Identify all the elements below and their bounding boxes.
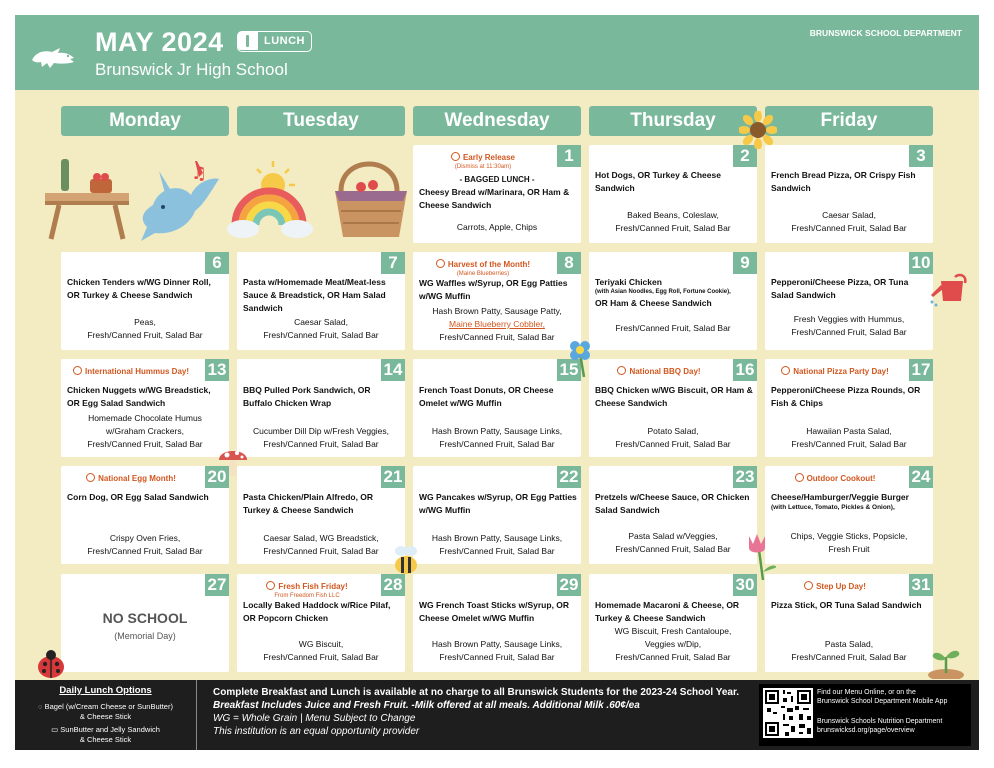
day-cell-6 xyxy=(61,252,229,350)
entree: Locally Baked Haddock w/Rice Pilaf, OR Popcorn Chicken xyxy=(243,600,391,623)
day-number: 15 xyxy=(557,359,581,381)
day-cell-10 xyxy=(765,252,933,350)
entree: Teriyaki Chicken xyxy=(595,277,662,287)
day-cell-29 xyxy=(413,574,581,672)
qr-code-icon[interactable] xyxy=(763,688,813,738)
day-number: 27 xyxy=(205,574,229,596)
sides: Hash Brown Patty, Sausage Links, Fresh/Canned Fruit, Salad Bar xyxy=(431,426,563,449)
daily-option-bagel-detail: & Cheese Stick xyxy=(79,712,132,721)
day-number: 13 xyxy=(205,359,229,381)
footer-notes xyxy=(213,686,753,738)
sunflower-icon xyxy=(739,111,777,149)
sides: Homemade Chocolate Humus w/Graham Crackers, Fresh/Canned Fruit, Salad Bar xyxy=(87,413,203,449)
day-number: 30 xyxy=(733,574,757,596)
fork-icon xyxy=(238,32,258,50)
entree: Cheese/Hamburger/Veggie Burger xyxy=(771,492,909,502)
step-up-icon xyxy=(804,581,813,590)
day-number: 14 xyxy=(381,359,405,381)
sides: Baked Beans, Coleslaw, Fresh/Canned Fruit, Salad Bar xyxy=(615,210,731,233)
entree: Pizza Stick, OR Tuna Salad Sandwich xyxy=(771,600,922,610)
sandwich-icon: ▭ xyxy=(51,725,59,734)
entree: Cheesy Bread w/Marinara, OR Ham & Cheese Sandwich xyxy=(419,187,570,210)
leaf-icon xyxy=(436,259,445,268)
bbq-icon xyxy=(617,366,626,375)
day-cell-15 xyxy=(413,359,581,457)
footer xyxy=(15,680,979,750)
sides: Pasta Salad w/Veggies, Fresh/Canned Fruit, Salad Bar xyxy=(615,531,731,554)
daily-options-panel xyxy=(15,680,197,750)
entree: Pasta Chicken/Plain Alfredo, OR Turkey & Cheese Sandwich xyxy=(243,492,374,515)
day-cell-16 xyxy=(589,359,757,457)
dragon-logo-icon xyxy=(30,42,78,72)
nutrition-dept-text: Brunswick Schools Nutrition Department brunswicksd.org/page/overview xyxy=(817,718,943,734)
day-cell-13 xyxy=(61,359,229,457)
special-event: National Pizza Party Day! xyxy=(765,366,905,377)
fish-icon xyxy=(266,581,275,590)
special-event: Early Release (Dismiss at 11:30am) xyxy=(413,152,553,171)
day-cell-22 xyxy=(413,466,581,564)
day-number: 28 xyxy=(381,574,405,596)
picnic-table-icon xyxy=(45,153,131,243)
day-cell-14 xyxy=(237,359,405,457)
day-header-friday: Friday xyxy=(765,106,933,136)
day-cell-21 xyxy=(237,466,405,564)
day-number: 29 xyxy=(557,574,581,596)
sprout-icon xyxy=(925,643,967,679)
grill-icon xyxy=(795,473,804,482)
watering-can-icon xyxy=(929,271,969,307)
entree: Pepperoni/Cheese Pizza, OR Tuna Salad Sandwich xyxy=(771,277,909,300)
day-header-monday: Monday xyxy=(61,106,229,136)
lunch-badge-label: LUNCH xyxy=(264,35,305,47)
entree: BBQ Pulled Pork Sandwich, OR Buffalo Chicken Wrap xyxy=(243,385,371,408)
sides: Fresh/Canned Fruit, Salad Bar xyxy=(615,323,731,333)
whole-grain-note: WG = Whole Grain | Menu Subject to Change xyxy=(213,713,416,724)
sides: Hash Brown Patty, Sausage Links, Fresh/Canned Fruit, Salad Bar xyxy=(431,533,563,556)
sides: Caesar Salad, WG Breadstick, Fresh/Canned Fruit, Salad Bar xyxy=(263,533,379,556)
entree: French Toast Donuts, OR Cheese Omelet w/WG Muffin xyxy=(419,385,554,408)
bird-icon xyxy=(133,161,223,245)
sides: Hawaiian Pasta Salad, Fresh/Canned Fruit, Salad Bar xyxy=(791,426,907,449)
tulip-icon xyxy=(741,532,781,580)
entree: Pretzels w/Cheese Sauce, OR Chicken Salad Sandwich xyxy=(595,492,750,515)
day-cell-30 xyxy=(589,574,757,672)
day-cell-23 xyxy=(589,466,757,564)
day-number: 10 xyxy=(909,252,933,274)
sides: Hash Brown Patty, Sausage Links, Fresh/Canned Fruit, Salad Bar xyxy=(431,639,563,662)
entree: Pasta w/Homemade Meat/Meat-less Sauce & Breadstick, OR Ham Salad Sandwich xyxy=(243,277,386,313)
calendar-page xyxy=(15,15,979,750)
daily-option-sunbutter: ▭ SunButter and Jelly Sandwich xyxy=(51,725,160,734)
day-number: 22 xyxy=(557,466,581,488)
sides: Crispy Oven Fries, Fresh/Canned Fruit, Salad Bar xyxy=(87,533,203,556)
breakfast-note: Breakfast Includes Juice and Fresh Fruit. -Milk offered at all meals. Additional Milk .60¢/ea xyxy=(213,700,640,711)
day-cell-17 xyxy=(765,359,933,457)
entree: Hot Dogs, OR Turkey & Cheese Sandwich xyxy=(595,170,721,193)
daily-option-sunbutter-detail: & Cheese Stick xyxy=(79,735,132,744)
sides: Caesar Salad, Fresh/Canned Fruit, Salad Bar xyxy=(263,317,379,340)
entree-note: (with Asian Noodles, Egg Roll, Fortune Cookie), xyxy=(595,289,731,295)
day-cell-27 xyxy=(61,574,229,672)
svg-text:♫: ♫ xyxy=(191,163,208,184)
day-cell-24 xyxy=(765,466,933,564)
blueberry-cobbler-highlight: Maine Blueberry Cobbler, xyxy=(449,319,545,329)
bagel-icon: ◌ xyxy=(38,702,43,711)
sides: Caesar Salad, Fresh/Canned Fruit, Salad Bar xyxy=(791,210,907,233)
nutrition-dept-url[interactable]: brunswicksd.org/page/overview xyxy=(817,727,915,734)
special-event: National BBQ Day! xyxy=(589,366,729,377)
egg-icon xyxy=(86,473,95,482)
entree: BBQ Chicken w/WG Biscuit, OR Ham & Cheese Sandwich xyxy=(595,385,753,408)
entree: French Bread Pizza, OR Crispy Fish Sandwich xyxy=(771,170,916,193)
day-number: 31 xyxy=(909,574,933,596)
entree: Corn Dog, OR Egg Salad Sandwich xyxy=(67,492,209,502)
bagged-lunch-label: - BAGGED LUNCH - xyxy=(459,175,535,184)
day-header-thursday: Thursday xyxy=(589,106,757,136)
pizza-icon xyxy=(781,366,790,375)
day-cell-8 xyxy=(413,252,581,350)
online-menu-panel xyxy=(759,684,971,746)
blue-flower-icon xyxy=(567,337,597,377)
sides: Peas, Fresh/Canned Fruit, Salad Bar xyxy=(87,317,203,340)
entree: WG Pancakes w/Syrup, OR Egg Patties w/WG Muffin xyxy=(419,492,577,515)
day-number: 21 xyxy=(381,466,405,488)
day-cell-20 xyxy=(61,466,229,564)
day-number: 20 xyxy=(205,466,229,488)
ladybug-icon xyxy=(31,649,71,679)
holiday-note: (Memorial Day) xyxy=(114,631,176,641)
equal-opportunity-note: This institution is an equal opportunity provider xyxy=(213,726,420,737)
day-number: 24 xyxy=(909,466,933,488)
day-number: 23 xyxy=(733,466,757,488)
entree: WG Waffles w/Syrup, OR Egg Patties w/WG Muffin xyxy=(419,278,568,301)
free-meals-note: Complete Breakfast and Lunch is available at no charge to all Brunswick Students for the 2023-24 School Year. xyxy=(213,687,740,698)
day-cell-2 xyxy=(589,145,757,243)
day-cell-9 xyxy=(589,252,757,350)
department-name: BRUNSWICK SCHOOL DEPARTMENT xyxy=(809,28,962,38)
entree-note: (with Lettuce, Tomato, Pickles & Onion), xyxy=(771,504,895,511)
day-number: 8 xyxy=(557,252,581,274)
lunch-badge xyxy=(237,31,312,52)
entree-alt: OR Ham & Cheese Sandwich xyxy=(595,298,712,308)
special-event: Step Up Day! xyxy=(765,581,905,592)
picnic-basket-icon xyxy=(331,151,411,241)
month-title: MAY 2024 xyxy=(95,27,224,57)
day-number: 3 xyxy=(909,145,933,167)
special-event: Fresh Fish Friday! From Freedom Fish LLC xyxy=(237,581,377,600)
day-number: 17 xyxy=(909,359,933,381)
day-cell-31 xyxy=(765,574,933,672)
entree: Homemade Macaroni & Cheese, OR Turkey & Cheese Sandwich xyxy=(595,600,740,623)
day-cell-28 xyxy=(237,574,405,672)
day-number: 6 xyxy=(205,252,229,274)
daily-options-title: Daily Lunch Options xyxy=(59,685,152,696)
entree: WG French Toast Sticks w/Syrup, OR Cheese Omelet w/WG Muffin xyxy=(419,600,570,623)
entree: Pepperoni/Cheese Pizza Rounds, OR Fish & Chips xyxy=(771,385,921,408)
hummus-icon xyxy=(73,366,82,375)
sides: Fresh Veggies with Hummus, Fresh/Canned Fruit, Salad Bar xyxy=(791,314,907,337)
sides: Cucumber Dill Dip w/Fresh Veggies, Fresh/Canned Fruit, Salad Bar xyxy=(252,426,390,449)
day-number: 7 xyxy=(381,252,405,274)
day-number: 9 xyxy=(733,252,757,274)
sides: Carrots, Apple, Chips xyxy=(456,222,538,232)
sides: WG Biscuit, Fresh Cantaloupe, Veggies w/Dip, Fresh/Canned Fruit, Salad Bar xyxy=(614,626,732,662)
day-number: 16 xyxy=(733,359,757,381)
sides: Potato Salad, Fresh/Canned Fruit, Salad Bar xyxy=(615,426,731,449)
day-cell-3 xyxy=(765,145,933,243)
day-header-wednesday: Wednesday xyxy=(413,106,581,136)
sides: Pasta Salad, Fresh/Canned Fruit, Salad Bar xyxy=(791,639,907,662)
day-cell-7 xyxy=(237,252,405,350)
bee-icon xyxy=(389,543,423,579)
sides: Chips, Veggie Sticks, Popsicle, Fresh Fruit xyxy=(790,531,908,554)
sides: WG Biscuit, Fresh/Canned Fruit, Salad Bar xyxy=(263,639,379,662)
special-event: National Egg Month! xyxy=(61,473,201,484)
day-header-tuesday: Tuesday xyxy=(237,106,405,136)
sides: Hash Brown Patty, Sausage Patty, Maine Blueberry Cobbler, Fresh/Canned Fruit, Salad Bar xyxy=(417,305,577,344)
special-event: International Hummus Day! xyxy=(61,366,201,377)
mushroom-icon xyxy=(217,444,249,478)
no-school-label: NO SCHOOL xyxy=(102,610,188,626)
day-number: 1 xyxy=(557,145,581,167)
school-name: Brunswick Jr High School xyxy=(95,60,288,79)
special-event: Outdoor Cookout! xyxy=(765,473,905,484)
entree: Chicken Nuggets w/WG Breadstick, OR Egg Salad Sandwich xyxy=(67,385,211,408)
day-cell-1 xyxy=(413,145,581,243)
rainbow-sun-icon xyxy=(227,155,313,241)
menu-online-text: Find our Menu Online, or on the Brunswick School Department Mobile App xyxy=(817,689,948,705)
entree: Chicken Tenders w/WG Dinner Roll, OR Turkey & Cheese Sandwich xyxy=(67,277,211,300)
school-icon xyxy=(451,152,460,161)
special-event: Harvest of the Month! (Maine Blueberries) xyxy=(413,259,553,278)
header-banner xyxy=(15,15,979,90)
daily-option-bagel: ◌ Bagel (w/Cream Cheese or SunButter) xyxy=(38,702,173,711)
day-number: 2 xyxy=(733,145,757,167)
